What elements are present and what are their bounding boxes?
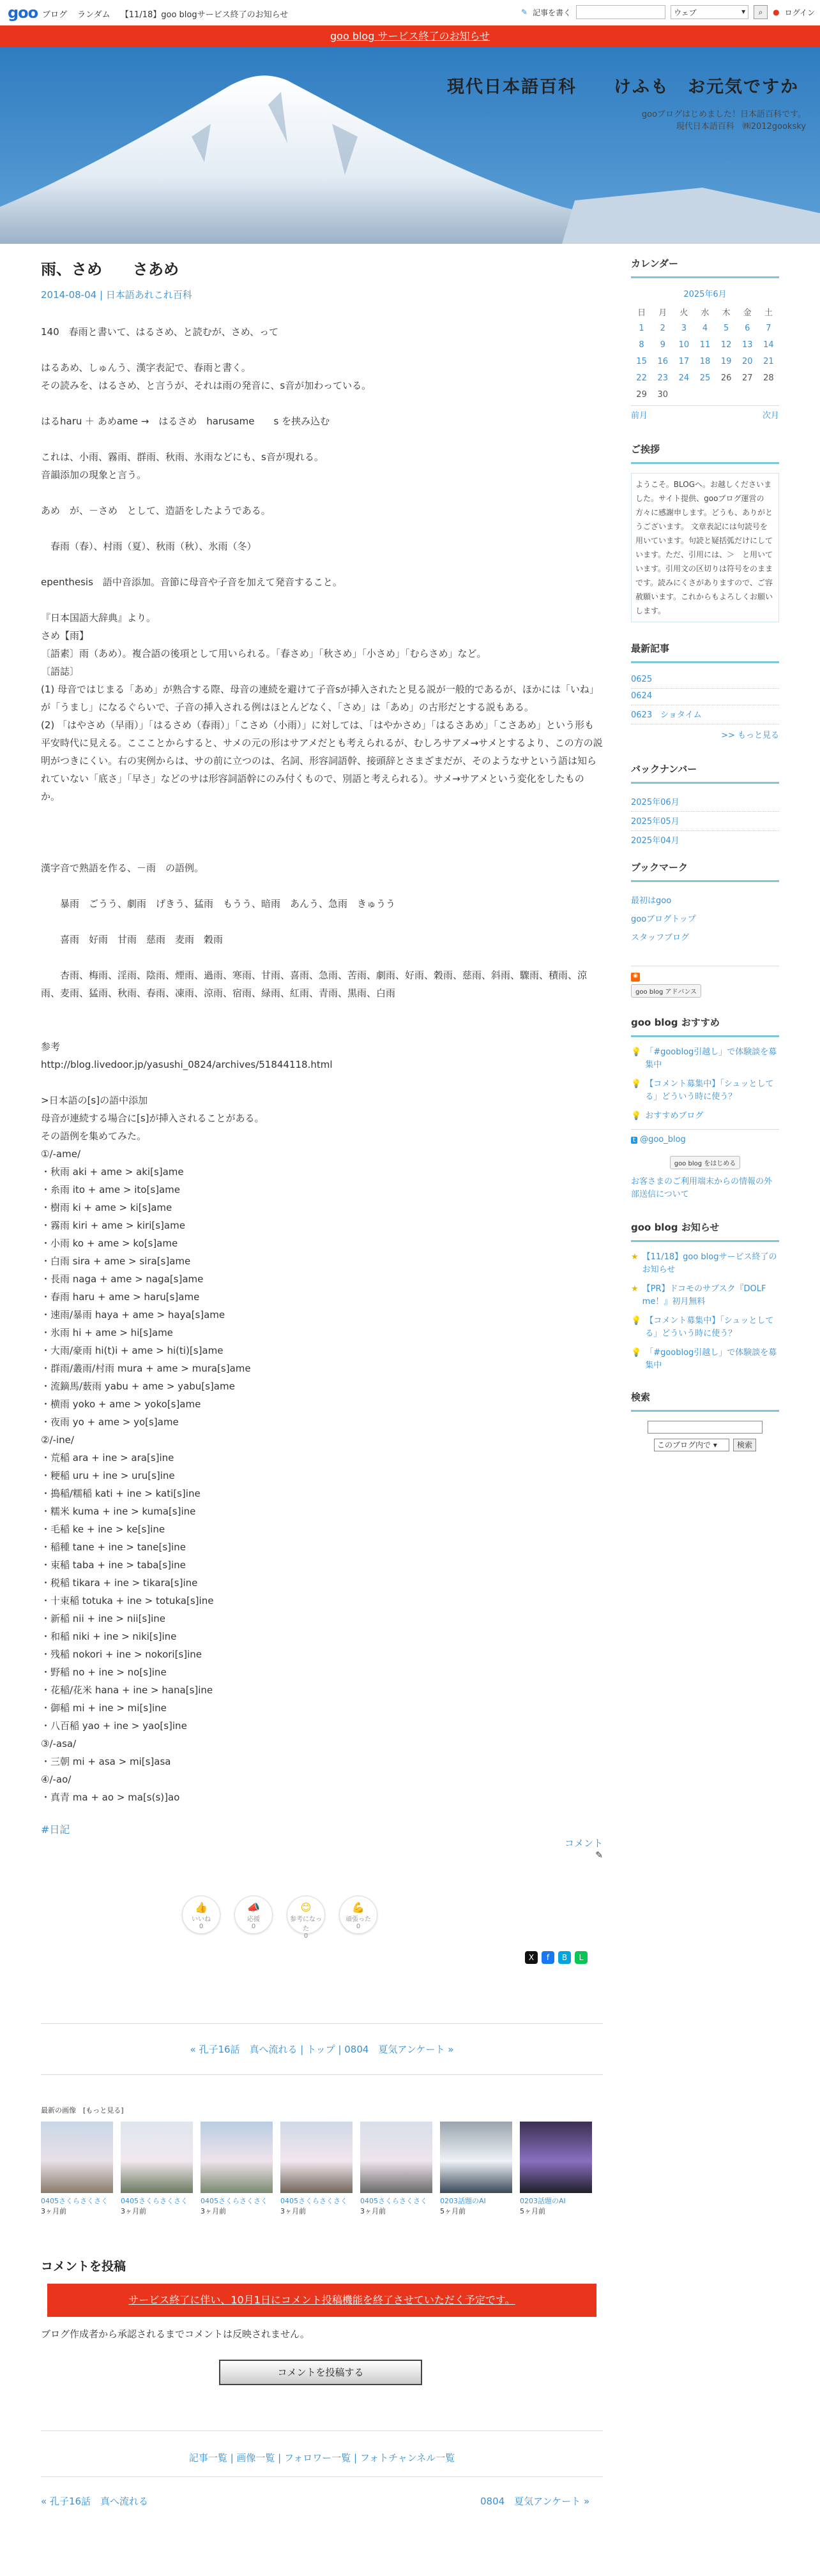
comment-link[interactable]: コメント [564, 1838, 603, 1849]
entry-line: その語例を集めてみた。 [41, 1130, 147, 1142]
reaction-cheer[interactable]: 📣 応援 0 [234, 1896, 273, 1934]
entry-line: ・白雨 sira + ame > sira[s]ame [41, 1255, 191, 1267]
muscle-icon: 💪 [352, 1901, 365, 1913]
entry-pager[interactable]: « 孔子16話 真へ流れる | トップ | 0804 夏気アンケート » [190, 2044, 454, 2055]
calendar-table [631, 303, 779, 403]
entry-line [41, 430, 603, 448]
osusume-item[interactable]: 💡 おすすめブログ [631, 1110, 779, 1123]
recent-image-age: 3ヶ月前 [201, 2207, 226, 2215]
sidebar [631, 257, 779, 1451]
star-icon: ★ [631, 1252, 639, 1262]
goo-logo[interactable]: goo [8, 4, 38, 22]
calendar-day[interactable]: 19 [720, 356, 732, 366]
recent-image-thumbnail[interactable] [520, 2122, 592, 2193]
backnumber-list [631, 793, 779, 846]
calendar-day[interactable]: 20 [742, 356, 753, 366]
recent-image-thumbnail[interactable] [360, 2122, 432, 2193]
bulb-icon: 💡 [631, 1348, 642, 1358]
backnumber-item[interactable]: 2025年06月 [631, 793, 779, 812]
entry-line: ③/-asa/ [41, 1738, 77, 1749]
recent-image-age: 3ヶ月前 [280, 2207, 306, 2215]
entry-line: ・束稲 taba + ine > taba[s]ine [41, 1559, 186, 1571]
login-link[interactable]: ログイン [784, 8, 815, 17]
recent-image-age: 5ヶ月前 [520, 2207, 545, 2215]
calendar [631, 287, 779, 421]
recent-image-age: 3ヶ月前 [41, 2207, 66, 2215]
recent-image-caption[interactable]: 0405さくらさくさく [360, 2197, 427, 2205]
data-transmission-link[interactable]: お客さまのご利用端末からの情報の外部送信について [631, 1177, 773, 1199]
entry-line [41, 341, 603, 359]
entry-line: ・横雨 yoko + ame > yoko[s]ame [41, 1398, 201, 1410]
entry-line [41, 1002, 603, 1020]
calendar-day[interactable]: 8 [639, 340, 644, 350]
recent-image-age: 3ヶ月前 [360, 2207, 386, 2215]
recent-post-item[interactable]: 0624 [631, 689, 779, 705]
reaction-helpful[interactable]: 😊 参考になった 0 [287, 1896, 325, 1934]
news-item[interactable]: 💡 【コメント募集中】「シュッとしてる」どういう時に使う？ [631, 1315, 779, 1340]
calendar-day [758, 386, 779, 403]
entry-line: ・長雨 naga + ame > naga[s]ame [41, 1273, 204, 1285]
bulb-icon: 💡 [631, 1111, 642, 1121]
entry-line: ・氷雨 hi + ame > hi[s]ame [41, 1327, 173, 1338]
comment-approval-note: ブログ作成者から承認されるまでコメントは反映されません。 [41, 2328, 310, 2340]
entry-line: ・群雨/叢雨/村雨 mura + ame > mura[s]ame [41, 1363, 251, 1374]
divider [41, 2430, 603, 2431]
entry-line: epenthesis 語中音添加。音節に母音や子音を加えて発音すること。 [41, 576, 342, 588]
recent-image-item[interactable] [520, 2122, 592, 2216]
divider [41, 2074, 603, 2075]
backnumber-title: バックナンバー [631, 762, 779, 784]
search-icon: ⌕ [758, 8, 763, 17]
osusume-list [631, 1046, 779, 1123]
greeting-text: ようこそ。BLOGへ。お越しくださいました。サイト提供、gooブログ運営の方々に感謝申します。どうも、ありがとうございます。 文章表記には句読号を用いています。句読と疑括弧だけにしています。ただ、引用には、＞ と用いています。引用文の区切りは符号をのままです。読みにくさがありますので、ご容赦願います。これからもよろしくお願いします。 [631, 473, 779, 622]
entry-line: ・春雨 haru + ame > haru[s]ame [41, 1291, 200, 1303]
recent-image-item[interactable] [41, 2122, 113, 2216]
comment-closed-notice[interactable]: サービス終了に伴い、10月1日にコメント投稿機能を終了させていただく予定です。 [47, 2284, 596, 2317]
entry-line: ・糯米 kuma + ine > kuma[s]ine [41, 1506, 196, 1517]
calendar-day[interactable]: 1 [639, 323, 644, 333]
recent-posts-title: 最新記事 [631, 641, 779, 663]
entry-line: ・糸雨 ito + ame > ito[s]ame [41, 1184, 181, 1195]
footer-nav [41, 2494, 603, 2508]
recent-image-caption[interactable]: 0405さくらさくさく [280, 2197, 347, 2205]
calendar-weekday: 木 [722, 308, 731, 318]
entry-line [41, 520, 603, 537]
calendar-day[interactable]: 5 [723, 323, 729, 333]
entry-line: ・野稲 no + ine > no[s]ine [41, 1666, 167, 1678]
recent-image-caption[interactable]: 0405さくらさくさく [201, 2197, 268, 2205]
blog-title[interactable]: 現代日本語百科 けふも お元気ですか [447, 77, 799, 97]
entry-line: ・税稲 tikara + ine > tikara[s]ine [41, 1577, 198, 1589]
entry-line [41, 591, 603, 609]
recent-image-caption[interactable]: 0405さくらさくさく [121, 2197, 188, 2205]
recent-image-item[interactable] [201, 2122, 273, 2216]
calendar-day[interactable]: 6 [745, 323, 750, 333]
footer-prev-link[interactable]: « 孔子16話 真へ流れる [41, 2496, 149, 2507]
recent-images-label[interactable]: 最新の画像 [もっと見る] [41, 2106, 124, 2115]
top-nav [42, 8, 296, 20]
calendar-day[interactable]: 7 [766, 323, 771, 333]
twitter-link[interactable]: t @goo_blog [631, 1129, 779, 1144]
entry-line: 春雨（春）、村雨（夏）、秋雨（秋）、氷雨（冬） [41, 541, 257, 552]
entry-line: ①/-ame/ [41, 1148, 80, 1160]
x-share-icon[interactable]: X [525, 1951, 538, 1964]
calendar-title: カレンダー [631, 257, 779, 278]
calendar-day[interactable]: 24 [678, 373, 690, 383]
chevron-down-icon: ▾ [741, 7, 746, 16]
calendar-weekday: 日 [637, 308, 646, 318]
rss-icon[interactable]: ◉ [631, 973, 640, 982]
entry-line: 暴雨 ごうう、劇雨 げきう、猛雨 もうう、暗雨 あんう、急雨 きゅうう [41, 898, 396, 910]
osusume-item[interactable]: 💡 「#gooblog引越し」で体験談を募集中 [631, 1046, 779, 1072]
footer-next-link[interactable]: 0804 夏気アンケート » [480, 2496, 590, 2507]
calendar-weekday: 土 [764, 308, 773, 318]
reaction-like[interactable]: 👍 いいね 0 [182, 1896, 220, 1934]
twitter-icon: t [631, 1137, 637, 1144]
entry-body [41, 323, 603, 1806]
entry-line: ・流鏑馬/薮雨 yabu + ame > yabu[s]ame [41, 1381, 235, 1392]
entry-line: >日本語の[s]の語中添加 [41, 1095, 148, 1106]
bulb-icon: 💡 [631, 1079, 642, 1089]
calendar-day [673, 386, 694, 403]
reaction-goodjob[interactable]: 💪 頑張った 0 [339, 1896, 377, 1934]
divider [41, 2023, 603, 2024]
recent-image-item[interactable] [440, 2122, 512, 2216]
entry-line: ・毛稲 ke + ine > ke[s]ine [41, 1524, 165, 1535]
entry-line: ・搗稲/糯稲 kati + ine > kati[s]ine [41, 1488, 201, 1499]
calendar-weekday: 月 [658, 308, 667, 318]
calendar-day[interactable]: 15 [636, 356, 647, 366]
calendar-day[interactable]: 25 [699, 373, 711, 383]
calendar-day: 27 [742, 373, 753, 383]
search-input[interactable] [576, 5, 665, 19]
calendar-day[interactable]: 18 [699, 356, 711, 366]
entry-line: あめ が、－さめ として、造語をしたようである。 [41, 505, 271, 516]
news-item[interactable]: 💡 「#gooblog引越し」で体験談を募集中 [631, 1347, 779, 1372]
comment-section-title: コメントを投稿 [41, 2259, 126, 2273]
calendar-day: 28 [763, 373, 774, 383]
recent-images [41, 2122, 592, 2216]
recent-image-thumbnail[interactable] [121, 2122, 193, 2193]
user-icon: ● [773, 8, 780, 17]
bookmark-item[interactable]: gooブログトップ [631, 915, 696, 924]
recent-image-age: 3ヶ月前 [121, 2207, 146, 2215]
calendar-day[interactable]: 17 [678, 356, 690, 366]
recent-image-thumbnail[interactable] [201, 2122, 273, 2193]
calendar-month[interactable]: 2025年6月 [683, 290, 727, 299]
entry-line: 〔語素〕雨（あめ）。複合語の後項として用いられる。「春さめ」「秋さめ」「小さめ」「むらさめ」など。 [41, 648, 487, 659]
blog-search-scope[interactable]: このブログ内で ▾ [654, 1439, 729, 1451]
entry-line: 杏雨、梅雨、淫雨、陰雨、煙雨、過雨、寒雨、甘雨、喜雨、急雨、苦雨、劇雨、好雨、穀雨、慈雨、斜雨、驟雨、積雨、涼雨、麦雨、猛雨、秋雨、春雨、凍雨、涼雨、宿雨、緑雨、紅雨、青雨、黒雨、白雨 [41, 970, 588, 999]
entry-tag[interactable]: #日記 [41, 1823, 70, 1836]
facebook-share-icon[interactable]: f [542, 1951, 554, 1964]
entry-line: ・和稲 niki + ine > niki[s]ine [41, 1631, 177, 1642]
reaction-buttons [182, 1896, 377, 1940]
entry-line: ・稲種 tane + ine > tane[s]ine [41, 1541, 186, 1553]
entry-line: ④/-ao/ [41, 1774, 72, 1785]
edit-icon[interactable]: ✎ [595, 1850, 603, 1861]
entry-line [41, 948, 603, 966]
entry-line: ・十束稲 totuka + ine > totuka[s]ine [41, 1595, 214, 1606]
entry-line: さめ【雨】 [41, 630, 89, 641]
star-icon: ★ [631, 1284, 639, 1294]
calendar-day: 26 [720, 373, 732, 383]
news-item[interactable]: ★ 【PR】ドコモのサブスク『DOLF me！』初月無料 [631, 1283, 779, 1308]
blog-search [631, 1421, 779, 1451]
entry-line: ②/-ine/ [41, 1434, 74, 1446]
hatena-share-icon[interactable]: B [558, 1951, 571, 1964]
nav-blog[interactable]: ブログ [42, 10, 68, 20]
entry-line: ・新稲 nii + ine > nii[s]ine [41, 1613, 165, 1624]
calendar-day[interactable]: 16 [657, 356, 668, 366]
calendar-day[interactable]: 21 [763, 356, 774, 366]
bulb-icon: 💡 [631, 1047, 642, 1057]
calendar-day [737, 386, 758, 403]
divider [41, 2476, 603, 2477]
calendar-weekday: 金 [743, 308, 752, 318]
calendar-day[interactable]: 2 [660, 323, 665, 333]
entry-line: ・霧雨 kiri + ame > kiri[s]ame [41, 1220, 185, 1231]
entry-line: その読みを、はるさめ、と言うが、それは雨の発音に、s音が加わっている。 [41, 380, 372, 391]
entry-line [41, 823, 603, 841]
recent-image-caption[interactable]: 0405さくらさくさく [41, 2197, 108, 2205]
recent-image-item[interactable] [360, 2122, 432, 2216]
entry-line: (1) 母音ではじまる「あめ」が熟合する際、母音の連続を避けて子音sが挿入されたと見る説が一般的であるが、ほかには「いね」が「うまし」になるぐらいで、子音の挿入される例はほとんどなく、「さめ」は「あめ」の古形だとする説もある。 [41, 684, 599, 713]
smile-icon: 😊 [300, 1901, 312, 1913]
bookmark-title: ブックマーク [631, 860, 779, 882]
recent-more-link[interactable]: >> もっと見る [721, 731, 779, 740]
pencil-icon: ✎ [521, 8, 528, 17]
calendar-day[interactable]: 11 [699, 340, 711, 350]
entry-line: はるharu ＋ あめame → はるさめ harusame s を挟み込む [41, 416, 330, 427]
entry-line: 母音が連続する場合に[s]が挿入されることがある。 [41, 1112, 264, 1124]
entry-line: ・夜雨 yo + ame > yo[s]ame [41, 1416, 179, 1428]
search-scope-select[interactable]: ウェブ ▾ [671, 5, 748, 19]
nav-random[interactable]: ランダム [77, 10, 110, 20]
nav-notice[interactable]: 【11/18】goo blogサービス終了のお知らせ [120, 10, 289, 20]
entry-line: ・大雨/豪雨 hi(t)i + ame > hi(ti)[s]ame [41, 1345, 224, 1356]
calendar-day [716, 386, 737, 403]
calendar-day[interactable]: 13 [742, 340, 753, 350]
calendar-day: 30 [657, 389, 668, 400]
start-blog-badge[interactable]: goo blog をはじめる [670, 1156, 741, 1169]
entry-line: ・樹雨 ki + ame > ki[s]ame [41, 1202, 172, 1213]
entry-line [41, 913, 603, 931]
entry-line [41, 555, 603, 573]
entry-line: ・真青 ma + ao > ma[s(s)]ao [41, 1792, 180, 1803]
entry-line: 喜雨 好雨 甘雨 慈雨 麦雨 穀雨 [41, 934, 224, 945]
main-content [41, 257, 603, 1862]
advance-badge[interactable]: goo blog アドバンス [631, 984, 701, 998]
entry-line: (2) 「はやさめ（早雨）」「はるさめ（春雨）」「こさめ（小雨）」に対しては、「はやかさめ」「はるさあめ」「こさあめ」という形も平安時代に見える。ここことからすると、サメの元の形はサアメだとも考えられるが、むしろサアメ→サメとするより、この方の説明がつきにくい。右の実例からは、サの前に立つのは、名詞、形容詞語幹、接頭辞とさまざまだが、そのようなサという語は知られていない「底さ」「早さ」などのサは形容詞語幹にのみ付くもので、別語と考えられる）。サメ→サアメという変化をしたものか。 [41, 719, 603, 802]
entry-line: ・残稲 nokori + ine > nokori[s]ine [41, 1649, 202, 1660]
calendar-weekday: 水 [701, 308, 710, 318]
blog-header [0, 47, 820, 244]
recent-image-thumbnail[interactable] [440, 2122, 512, 2193]
write-article-link[interactable]: 記事を書く [533, 8, 572, 17]
search-title: 検索 [631, 1390, 779, 1412]
recent-post-item[interactable]: 0625 [631, 672, 779, 689]
search-button[interactable] [754, 5, 768, 19]
calendar-day[interactable]: 10 [678, 340, 690, 350]
news-list [631, 1251, 779, 1372]
news-title: goo blog お知らせ [631, 1220, 779, 1242]
recent-image-item[interactable] [121, 2122, 193, 2216]
calendar-day [694, 386, 715, 403]
top-bar [0, 0, 820, 26]
entry-line: ・秋雨 aki + ame > aki[s]ame [41, 1166, 184, 1178]
entry-line [41, 877, 603, 895]
calendar-day[interactable]: 3 [681, 323, 687, 333]
entry-line: ・速雨/暴雨 haya + ame > haya[s]ame [41, 1309, 225, 1321]
blog-description: gooブログはじめました！日本語百科です。 現代日本語百科 ㈱2012gooksky [641, 110, 806, 131]
entry-line: 〔語誌〕 [41, 666, 80, 677]
calendar-day[interactable]: 4 [702, 323, 708, 333]
recent-image-age: 5ヶ月前 [440, 2207, 466, 2215]
entry-line [41, 841, 603, 859]
backnumber-item[interactable]: 2025年04月 [631, 831, 779, 846]
bookmark-list [631, 891, 779, 947]
entry-line: 音韻添加の現象と言う。 [41, 469, 147, 481]
share-buttons [525, 1951, 588, 1964]
rss-area [631, 966, 779, 998]
entry-line [41, 1074, 603, 1091]
bookmark-item[interactable]: 最初はgoo [631, 896, 672, 906]
recent-image-item[interactable] [280, 2122, 353, 2216]
entry-line: ・荒稲 ara + ine > ara[s]ine [41, 1452, 174, 1464]
calendar-day[interactable]: 14 [763, 340, 774, 350]
entry-line: ・粳稲 uru + ine > uru[s]ine [41, 1470, 175, 1481]
calendar-day[interactable]: 9 [660, 340, 665, 350]
entry-line [41, 484, 603, 502]
entry-line [41, 805, 603, 823]
post-comment-button[interactable]: コメントを投稿する [219, 2360, 422, 2385]
megaphone-icon: 📣 [247, 1901, 260, 1913]
calendar-day[interactable]: 23 [657, 373, 668, 383]
entry-line: 参考 [41, 1041, 61, 1052]
entry-line: これは、小雨、霧雨、群雨、秋雨、氷雨などにも、s音が現れる。 [41, 451, 324, 463]
osusume-title: goo blog おすすめ [631, 1015, 779, 1037]
recent-post-item[interactable]: 0623 ショタイム [631, 705, 779, 724]
entry-line [41, 1020, 603, 1038]
recent-image-caption[interactable]: 0203話題のAI [440, 2197, 486, 2205]
service-end-notice[interactable]: goo blog サービス終了のお知らせ [0, 26, 820, 47]
entry-title[interactable]: 雨、さめ さあめ [41, 260, 179, 278]
calendar-day: 29 [636, 389, 647, 400]
entry-line[interactable]: http://blog.livedoor.jp/yasushi_0824/archives/51844118.html [41, 1059, 333, 1070]
recent-image-thumbnail[interactable] [41, 2122, 113, 2193]
recent-posts [631, 672, 779, 724]
calendar-weekday: 火 [680, 308, 688, 318]
entry-line: 漢字音で熟語を作る、－雨 の語例。 [41, 862, 204, 874]
entry-date-category[interactable]: 2014-08-04 | 日本語あれこれ百科 [41, 289, 192, 301]
entry-line: 『日本国語大辞典』より。 [41, 612, 156, 624]
recent-image-caption[interactable]: 0203話題のAI [520, 2197, 566, 2205]
entry-line: ・小雨 ko + ame > ko[s]ame [41, 1238, 178, 1249]
calendar-day[interactable]: 22 [636, 373, 647, 383]
top-right [521, 5, 815, 19]
entry-line: ・八百稲 yao + ine > yao[s]ine [41, 1720, 187, 1732]
recent-image-thumbnail[interactable] [280, 2122, 353, 2193]
entry-line: ・御稲 mi + ine > mi[s]ine [41, 1702, 167, 1714]
footer-links[interactable]: 記事一覧 | 画像一覧 | フォロワー一覧 | フォトチャンネル一覧 [188, 2452, 455, 2464]
entry-line: ・花稲/花米 hana + ine > hana[s]ine [41, 1684, 213, 1696]
calendar-prev[interactable]: 前月 [631, 411, 648, 421]
entry-line: 140 春雨と書いて、はるさめ、と読むが、さめ、って [41, 326, 279, 338]
news-item[interactable]: ★ 【11/18】goo blogサービス終了のお知らせ [631, 1251, 779, 1277]
osusume-item[interactable]: 💡 【コメント募集中】「シュッとしてる」どういう時に使う？ [631, 1078, 779, 1104]
entry-line: ・三朝 mi + asa > mi[s]asa [41, 1756, 171, 1767]
greeting-title: ご挨拶 [631, 442, 779, 464]
like-icon: 👍 [195, 1901, 208, 1913]
entry-line [41, 394, 603, 412]
line-share-icon[interactable]: L [575, 1951, 588, 1964]
backnumber-item[interactable]: 2025年05月 [631, 812, 779, 831]
entry-line: はるあめ、しゅんう、漢字表記で、春雨と書く。 [41, 362, 251, 373]
calendar-day[interactable]: 12 [720, 340, 732, 350]
bulb-icon: 💡 [631, 1316, 642, 1326]
blog-search-button[interactable]: 検索 [733, 1439, 756, 1451]
calendar-next[interactable]: 次月 [762, 411, 779, 421]
bookmark-item[interactable]: スタッフブログ [631, 933, 690, 943]
blog-search-input[interactable] [648, 1421, 763, 1434]
